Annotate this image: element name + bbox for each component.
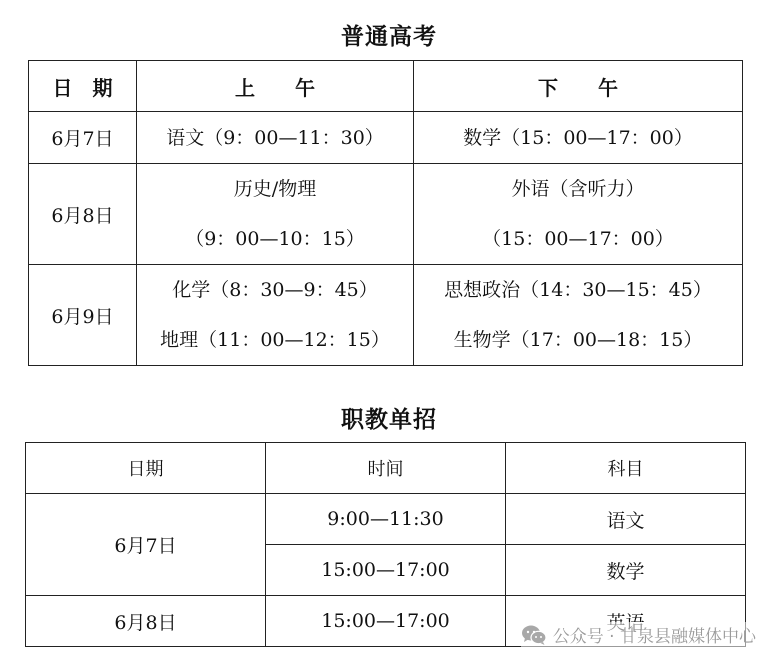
exam-entry: 地理（11：00—12：15） [160, 329, 390, 351]
morning-cell [137, 265, 414, 366]
table-row [29, 164, 743, 265]
date-cell: 6月8日 [29, 164, 137, 265]
date-cell: 6月7日 [26, 494, 266, 596]
afternoon-cell [414, 265, 743, 366]
zhijiao-title: 职教单招 [341, 406, 437, 433]
header-date: 日 期 [29, 61, 137, 112]
subject-cell: 语文 [506, 494, 746, 545]
table-header-row [26, 443, 746, 494]
exam-time: （9：00—10：15） [185, 228, 365, 250]
afternoon-cell [414, 112, 743, 164]
time-cell: 9:00—11:30 [266, 494, 506, 545]
watermark-text: 公众号 · 甘泉县融媒体中心 [552, 627, 756, 647]
exam-entry: 生物学（17：00—18：15） [453, 329, 703, 351]
exam-entry: 化学（8：30—9：45） [172, 279, 378, 301]
zhijiao-schedule-table [25, 442, 746, 647]
date-cell: 6月8日 [26, 596, 266, 647]
wechat-icon [521, 624, 547, 646]
gaokao-schedule-table [28, 60, 743, 366]
exam-entry: 历史/物理 [233, 178, 317, 200]
exam-entry: 数学（15：00—17：00） [463, 126, 693, 149]
subject-cell: 数学 [506, 545, 746, 596]
morning-cell [137, 112, 414, 164]
exam-entry: 思想政治（14：30—15：45） [444, 279, 712, 301]
header-afternoon: 下 午 [414, 61, 743, 112]
header-date: 日期 [26, 443, 266, 494]
date-cell: 6月9日 [29, 265, 137, 366]
date-cell: 6月7日 [29, 112, 137, 164]
table-header-row [29, 61, 743, 112]
header-morning: 上 午 [137, 61, 414, 112]
table-row [26, 494, 746, 545]
morning-cell [137, 164, 414, 265]
exam-entry: 外语（含听力） [511, 178, 645, 200]
table-row [29, 265, 743, 366]
header-subject: 科目 [506, 443, 746, 494]
afternoon-cell [414, 164, 743, 265]
wechat-watermark [521, 622, 756, 647]
gaokao-title: 普通高考 [341, 23, 437, 50]
exam-time: （15：00—17：00） [482, 228, 674, 250]
time-cell: 15:00—17:00 [266, 596, 506, 647]
table-row [29, 112, 743, 164]
time-cell: 15:00—17:00 [266, 545, 506, 596]
header-time: 时间 [266, 443, 506, 494]
exam-entry: 语文（9：00—11：30） [166, 126, 384, 149]
